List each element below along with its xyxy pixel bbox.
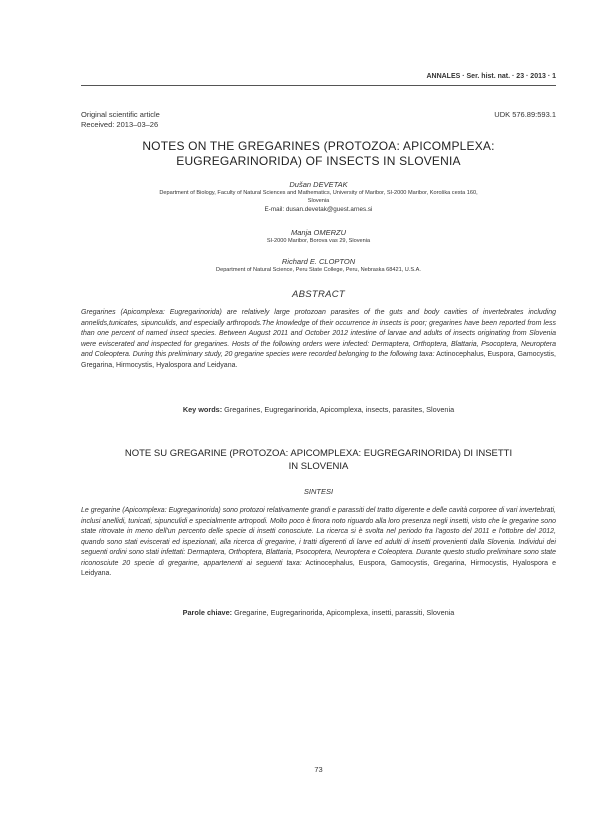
author-block-3 bbox=[81, 257, 556, 275]
keywords-text: Gregarines, Eugregarinorida, Apicomplexa, insects, parasites, Slovenia bbox=[222, 405, 455, 414]
italian-title-line-2: IN SLOVENIA bbox=[288, 461, 349, 472]
author-name: Manja OMERZU bbox=[290, 228, 346, 237]
received-date: Received: 2013–03–26 bbox=[81, 120, 159, 129]
author-name: Richard E. CLOPTON bbox=[281, 257, 356, 266]
article-title-line-1: NOTES ON THE GREGARINES (PROTOZOA: APICOMPLEXA: bbox=[142, 139, 495, 153]
author-affiliation-country: Slovenia bbox=[307, 197, 330, 204]
abstract-text bbox=[81, 308, 556, 371]
article-type: Original scientific article bbox=[81, 110, 160, 119]
author-email: E-mail: dusan.devetak@guest.arnes.si bbox=[264, 206, 373, 214]
article-meta bbox=[81, 110, 160, 130]
author-affiliation: Department of Biology, Faculty of Natural Sciences and Mathematics, University of Maribor, SI-2000 Maribor, Koroška cesta 160, bbox=[159, 190, 478, 196]
article-title-line-2: EUGREGARINORIDA) OF INSECTS IN SLOVENIA bbox=[176, 154, 461, 168]
author-name: Dušan DEVETAK bbox=[289, 180, 348, 189]
parole-chiave bbox=[81, 608, 556, 617]
sintesi-heading: SINTESI bbox=[303, 487, 334, 496]
sintesi-taxa: Actinocephalus, Euspora, Gamocystis, Gregarina, Hirmocystis, Hyalospora e Leidyana. bbox=[81, 559, 556, 577]
header-rule bbox=[81, 85, 556, 86]
running-head: ANNALES · Ser. hist. nat. · 23 · 2013 · 1 bbox=[426, 73, 556, 80]
abstract-heading: ABSTRACT bbox=[291, 289, 346, 300]
italian-title-line-1: NOTE SU GREGARINE (PROTOZOA: APICOMPLEXA: EUGREGARINORIDA) DI INSETTI bbox=[124, 448, 513, 459]
abstract-taxa: Actinocephalus, Euspora, Gamocystis, Gregarina, Hirmocystis, Hyalospora bbox=[81, 351, 556, 369]
abstract-taxa-last: Leidyana. bbox=[207, 361, 238, 369]
abstract-body: Gregarines (Apicomplexa: Eugregarinorida) are relatively large protozoan parasites of the guts and body cavities of invertebrates including annelids,tunicates, sipunculids, and especially arthropods.The knowledge of their occurrence in insects is poor; gregarines have been reported from less than one percent of named insect species. Between August 2011 and October 2012 intestine of larvae and adults of insects originating from Slovenia were eviscerated and inspected for gregarines. Hosts of the following orders were infected: Dermaptera, Orthoptera, Blattaria, Psocoptera, Neuroptera and Coleoptera. During this preliminary study, 20 gregarine species were recorded belonging to the following taxa: bbox=[81, 309, 556, 358]
parole-chiave-label: Parole chiave: bbox=[182, 608, 233, 617]
parole-chiave-text: Gregarine, Eugregarinorida, Apicomplexa, insetti, parassiti, Slovenia bbox=[232, 608, 455, 617]
keywords bbox=[81, 405, 556, 414]
author-block-2 bbox=[81, 228, 556, 246]
page-number: 73 bbox=[314, 765, 323, 774]
sintesi-text bbox=[81, 506, 556, 580]
sintesi-body: Le gregarine (Apicomplexa: Eugregarinorida) sono protozoi relativamente grandi e parassiti del tratto digerente e delle cavità corporee di vari invertebrati, inclusi anellidi, tunicati, sipunculidi e specialmente artropodi. Molto poco è finora noto riguardo alla loro presenza negli insetti, visto che le gregarine sono state ritrovate in meno dell'un percento delle specie di insetti conosciute. La ricerca si è svolta nel periodo fra l'agosto del 2011 e l'ottobre del 2012, quando sono stati eviscerati ed ispezionati, alla ricerca di gregarine, i tratti digerenti di larve ed adulti di insetti provenienti dalla Slovenia. Individui dei seguenti ordini sono stati infettati: Dermaptera, Orthoptera, Blattaria, Psocoptera, Neuroptera e Coleoptera. Durante questo studio preliminare sono state riconosciute 20 specie di gregarine, appartenenti ai seguenti taxa: bbox=[81, 507, 556, 567]
author-block-1 bbox=[81, 180, 556, 214]
article-title bbox=[81, 139, 556, 169]
italian-title bbox=[81, 447, 556, 473]
abstract-conjunction: and bbox=[191, 361, 208, 369]
author-affiliation: Department of Natural Science, Peru State College, Peru, Nebraska 68421, U.S.A. bbox=[216, 267, 421, 273]
udc-code: UDK 576.89:593.1 bbox=[494, 110, 556, 119]
keywords-label: Key words: bbox=[182, 405, 223, 414]
author-affiliation: SI-2000 Maribor, Borova vas 29, Slovenia bbox=[266, 238, 371, 244]
